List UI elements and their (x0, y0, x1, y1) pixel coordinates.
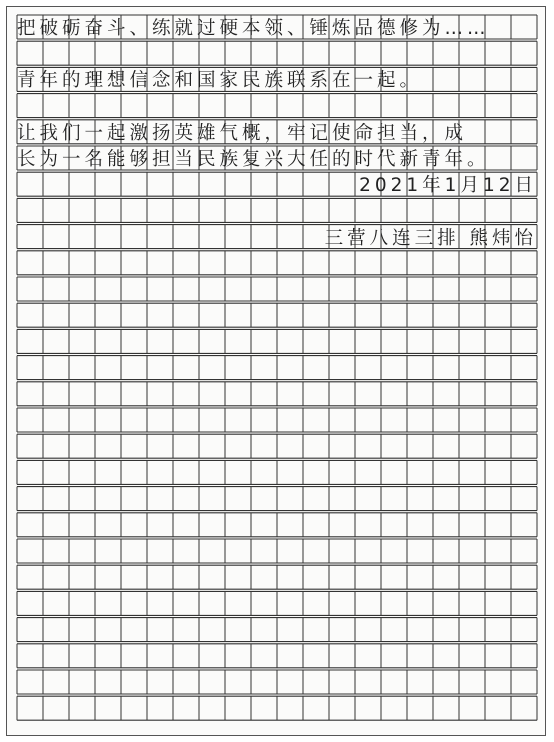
date-line: 2021年1月12日 (359, 175, 537, 197)
text-line-1: 把破砺奋斗、练就过硬本领、锤炼品德修为…… (17, 18, 490, 39)
manuscript-paper (6, 6, 546, 736)
text-line-3: 让我们一起激扬英雄气概，牢记使命担当，成 (17, 122, 468, 144)
signature-line: 三营八连三排 熊炜怡 (324, 227, 537, 249)
manuscript-grid (7, 7, 546, 736)
text-line-4: 长为一名能够担当民族复兴大任的时代新青年。 (17, 149, 490, 170)
text-line-2: 青年的理想信念和国家民族联系在一起。 (17, 70, 423, 92)
